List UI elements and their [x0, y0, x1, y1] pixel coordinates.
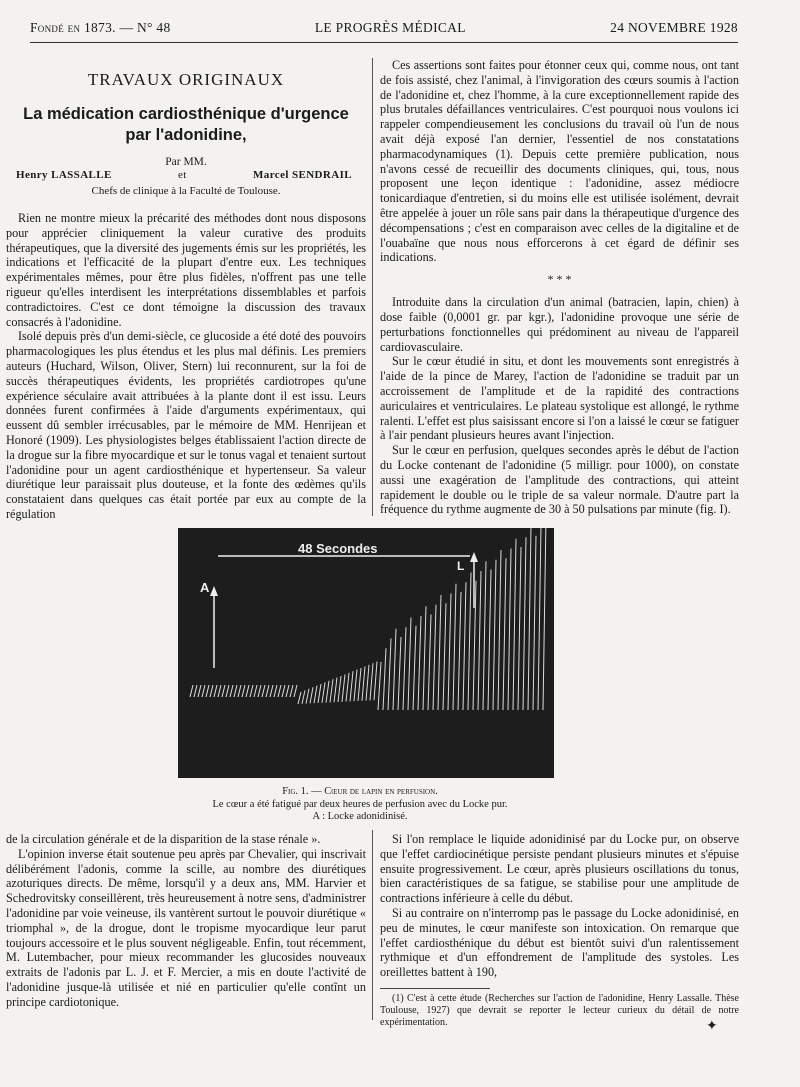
- marker-l-arrowhead: [470, 552, 478, 562]
- trace-stroke: [330, 679, 333, 702]
- trace-stroke: [342, 674, 345, 701]
- trace-stroke: [286, 685, 289, 697]
- trace-stroke: [358, 668, 361, 701]
- footnote-rule: [380, 988, 490, 989]
- left-column-continued: [6, 832, 366, 1010]
- trace-stroke: [198, 685, 201, 697]
- paragraph: Rien ne montre mieux la précarité des méthodes dont nous disposons pour apprécier cliniquement la valeur curative des produits thérapeutiques, que la diversité des jugements émis sur les propriétés, les indications et l'efficacité de la plupart d'entre eux. Les techniques expérimentales mêmes, pour être plus fidèles, n'offrent pas une telle rigueur qu'elles interdisent les interprétations dissemblables et parfois contradictoires. C'est ce dont témoigne la discussion des travaux consacrés à l'adonidine.: [6, 211, 366, 329]
- trace-stroke: [274, 685, 277, 697]
- trace-stroke: [433, 605, 436, 710]
- trace-stroke: [438, 595, 441, 710]
- caption-line: Le cœur a été fatigué par deux heures de perfusion avec du Locke pur.: [212, 798, 508, 810]
- trace-stroke: [503, 558, 506, 710]
- marker-a-arrowhead: [210, 586, 218, 596]
- trace-stroke: [443, 603, 446, 710]
- paragraph: Isolé depuis près d'un demi-siècle, ce glucoside a été doté des pouvoirs pharmacologiques les plus étendus et les plus mal définis. Les premiers auteurs (Huchard, Wilson, Oliver, Stern) lui reconnurent, sur la foi de succès thérapeutiques évidents, les propriétés cardiotropes qu'une expérience séculaire avait attribuées à la plante dont il est issu. Leurs données furent confirmées à l'aide d'arguments expérimentaux, qui eussent dû sembler irrécusables, par le mémoire de MM. Henrijean et Honoré (1909). Les physiologistes belges établissaient l'action directe de la drogue sur la fibre myocardique et sur le tonus vagal et tenaient surtout l'adonidine pour un agent cardiosthénique et hypertenseur. Sa valeur diurétique leur paraissait plus douteuse, et la fonte des œdèmes qu'ils constataient dans quelques cas était portée par eux au compte de la régulation: [6, 329, 366, 521]
- trace-stroke: [210, 685, 213, 697]
- header-journal-title: LE PROGRÈS MÉDICAL: [314, 20, 466, 35]
- trace-stroke: [254, 685, 257, 697]
- trace-stroke: [453, 584, 456, 710]
- trace-stroke: [508, 549, 511, 711]
- trace-stroke: [266, 685, 269, 697]
- figure-caption: [150, 786, 570, 824]
- timer-label: 48 Secondes: [298, 541, 378, 556]
- trace-stroke: [533, 536, 536, 710]
- trace-stroke: [362, 666, 365, 700]
- paragraph: Ces assertions sont faites pour étonner ceux qui, comme nous, ont tant de fois assisté, chez l'animal, à l'invigoration des cœurs soumis à l'action de l'adonidine et, chez l'homme, à la cure exceptionnellement rapide des plus brutales défaillances ventriculaires. C'est pourquoi nous voulons ici rappeler compendieusement les conclusions du travail où l'un de nous avait déjà exposé l'an dernier, l'essentiel de nos constatations pharmacodynamiques (1). Depuis cette première publication, nous n'avons cessé de recueillir des documents cliniques, qui, tous, nous proposent une leçon identique : l'adonidine, assez médiocre tonicardiaque d'entretien, si du moins elle est utilisée isolément, devrait être appelée à jouer un rôle sans pair dans la thérapeutique d'urgence des décompensations ; c'est en comparaison avec celles de la digitaline et de l'ouabaïne que nous nous efforcerons à cet égard de définir ses indications.: [380, 58, 739, 265]
- trace-stroke: [294, 685, 297, 697]
- trace-stroke: [528, 528, 531, 710]
- trace-stroke: [290, 685, 293, 697]
- paragraph: de la circulation générale et de la disparition de la stase rénale ».: [6, 832, 321, 846]
- trace-stroke: [418, 616, 421, 710]
- footnote: (1) C'est à cette étude (Recherches sur l'action de l'adonidine, Henry Lassalle. Thèse Toulouse, 1927) que devrait se reporter le lecteur curieux du détail de notre expérimentation.: [380, 992, 739, 1028]
- trace-stroke: [206, 685, 209, 697]
- trace-stroke: [298, 692, 301, 704]
- trace-stroke: [334, 678, 337, 703]
- section-separator: * * *: [547, 272, 572, 287]
- trace-stroke: [493, 560, 496, 710]
- author-name: Marcel SENDRAIL: [253, 169, 352, 181]
- trace-stroke: [398, 637, 401, 710]
- caption-line: A : Locke adonidinisé.: [312, 811, 408, 822]
- trace-stroke: [428, 615, 431, 711]
- header-date: 24 NOVEMBRE 1928: [610, 20, 738, 35]
- trace-stroke: [222, 685, 225, 697]
- trace-stroke: [448, 594, 451, 711]
- trace-stroke: [478, 571, 481, 710]
- figure-kymograph: [178, 528, 554, 778]
- paragraph: Si l'on remplace le liquide adonidinisé par du Locke pur, on observe que l'effet cardiocinétique persiste pendant plusieurs minutes et s'épuise ensuite progressivement. Le cœur, après plusieurs oscillations du tonus, bien caractéristiques de sa fatigue, se stabilise pour une amplitude de contractions inférieure à celle du début.: [380, 832, 739, 906]
- trace-stroke: [488, 570, 491, 711]
- article-title: [6, 104, 366, 146]
- trace-stroke: [218, 685, 221, 697]
- paragraph: L'opinion inverse était soutenue peu après par Chevalier, qui inscrivait délibérément l'adonis, comme la scille, au nombre des diurétiques azoturiques directs. De même, lorsqu'il y a deux ans, MM. Harvier et Schedrovitsky conseillèrent, très heureusement à notre sens, d'administrer l'adonidine par voie veineuse, ils vantèrent surtout le pouvoir diurétique « triomphal », de la drogue, dont le tropisme myocardique leur parut toujours accessoire et le plus souvent négligeable. Enfin, tout récemment, M. Lutembacher, pour mieux recommander les glucosides nouveaux extraits de l'adonis par L. J. et F. Mercier, a mis en doute l'activité de l'adonidine jusque-là utilisée et nié en particulier qu'elle contînt un principe cardiotonique.: [6, 846, 366, 1009]
- right-column-continued: [380, 832, 739, 1029]
- trace-stroke: [458, 592, 461, 710]
- trace-stroke: [513, 539, 516, 710]
- left-column: [6, 58, 366, 522]
- trace-stroke: [306, 689, 309, 704]
- trace-stroke: [393, 629, 396, 710]
- authors: [6, 169, 366, 181]
- trace-stroke: [194, 685, 197, 697]
- trace-stroke: [226, 685, 229, 697]
- trace-stroke: [270, 685, 273, 697]
- marker-l-label: L: [457, 559, 465, 573]
- header-rule: [30, 42, 738, 43]
- trace-stroke: [282, 685, 285, 697]
- right-column: [380, 58, 739, 517]
- paragraph: Sur le cœur étudié in situ, et dont les mouvements sont enregistrés à l'aide de la pince de Marey, l'action de l'adonidine se traduit par un accroissement de l'amplitude et de la rapidité des contractions auriculaires et ventriculaires. Le plateau systolique est allongé, le rythme ralenti. L'effet est plus saisissant encore si l'on a laissé le cœur se fatiguer à l'air pendant plusieurs heures avant l'injection.: [380, 354, 739, 443]
- trace-stroke: [314, 686, 317, 704]
- trace-stroke: [322, 682, 325, 702]
- trace-stroke: [423, 606, 426, 710]
- trace-stroke: [366, 665, 369, 701]
- trace-stroke: [310, 687, 313, 703]
- trace-stroke: [190, 685, 193, 697]
- header-issue: Fondé en 1873. — N° 48: [30, 20, 171, 35]
- trace-stroke: [346, 673, 349, 702]
- trace-stroke: [250, 685, 253, 697]
- article-title-line: La médication cardiosthénique d'urgence: [23, 105, 349, 123]
- column-divider: [372, 58, 373, 516]
- trace-stroke: [318, 684, 321, 703]
- trace-stroke: [230, 685, 233, 697]
- trace-stroke: [543, 528, 546, 710]
- trace-stroke: [242, 685, 245, 697]
- article-title-line: par l'adonidine,: [125, 126, 247, 144]
- trace-stroke: [234, 685, 237, 697]
- trace-stroke: [463, 582, 466, 710]
- byline-intro: Par MM.: [165, 156, 207, 168]
- trace-stroke: [383, 648, 386, 710]
- section-title: TRAVAUX ORIGINAUX: [87, 70, 285, 89]
- trace-stroke: [326, 681, 329, 703]
- paragraph: Si au contraire on n'interromp pas le passage du Locke adonidinisé, en peu de minutes, le cœur manifeste son intoxication. On remarque que l'effet cardiosthénique du début est bientôt suivi d'un ralentissement rythmique et d'un effondrement de l'amplitude des systoles. Les oreillettes battent à 190,: [380, 905, 739, 980]
- trace-stroke: [403, 627, 406, 710]
- trace-stroke: [468, 573, 471, 711]
- trace-stroke: [350, 671, 353, 701]
- trace-stroke: [378, 662, 381, 710]
- trace-stroke: [523, 537, 526, 710]
- trace-stroke: [498, 550, 501, 710]
- trace-stroke: [518, 547, 521, 710]
- trace-stroke: [246, 685, 249, 697]
- trace-stroke: [388, 639, 391, 711]
- ornament-icon: ✦: [706, 1019, 718, 1034]
- trace-stroke: [354, 670, 357, 702]
- trace-stroke: [483, 561, 486, 710]
- trace-stroke: [370, 663, 373, 700]
- trace-stroke: [374, 662, 377, 701]
- trace-stroke: [538, 528, 541, 710]
- trace-stroke: [262, 685, 265, 697]
- trace-stroke: [258, 685, 261, 697]
- running-header: [30, 20, 738, 40]
- trace-stroke: [238, 685, 241, 697]
- caption-line: Fig. 1. — Cœur de lapin en perfusion.: [282, 786, 438, 797]
- author-conjunction: et: [178, 169, 187, 181]
- trace-stroke: [202, 685, 205, 697]
- trace-stroke: [278, 685, 281, 697]
- kymograph-trace: [178, 528, 554, 778]
- column-divider: [372, 830, 373, 1020]
- trace-stroke: [214, 685, 217, 697]
- trace-stroke: [302, 690, 305, 703]
- paragraph: Introduite dans la circulation d'un animal (batracien, lapin, chien) à dose faible (0,0001 gr. par kgr.), l'adonidine provoque une série de perturbations fonctionnelles qui prédominent au niveau de l'appareil cardiovasculaire.: [380, 295, 739, 354]
- author-affiliation: Chefs de clinique à la Faculté de Toulouse.: [91, 185, 281, 197]
- trace-stroke: [408, 618, 411, 711]
- trace-stroke: [338, 676, 341, 702]
- author-name: Henry LASSALLE: [16, 169, 112, 181]
- trace-stroke: [413, 626, 416, 710]
- paragraph: Sur le cœur en perfusion, quelques secondes après le début de l'action du Locke contenant de l'adonidine (5 milligr. pour 1000), on constate aussi une exagération de l'amplitude des contractions, qui atteint rapidement le double ou le triple de sa valeur normale. D'autre part la fréquence du rythme augmente de 30 à 50 pulsations par minute (fig. I).: [380, 443, 739, 517]
- marker-a-label: A: [200, 580, 210, 595]
